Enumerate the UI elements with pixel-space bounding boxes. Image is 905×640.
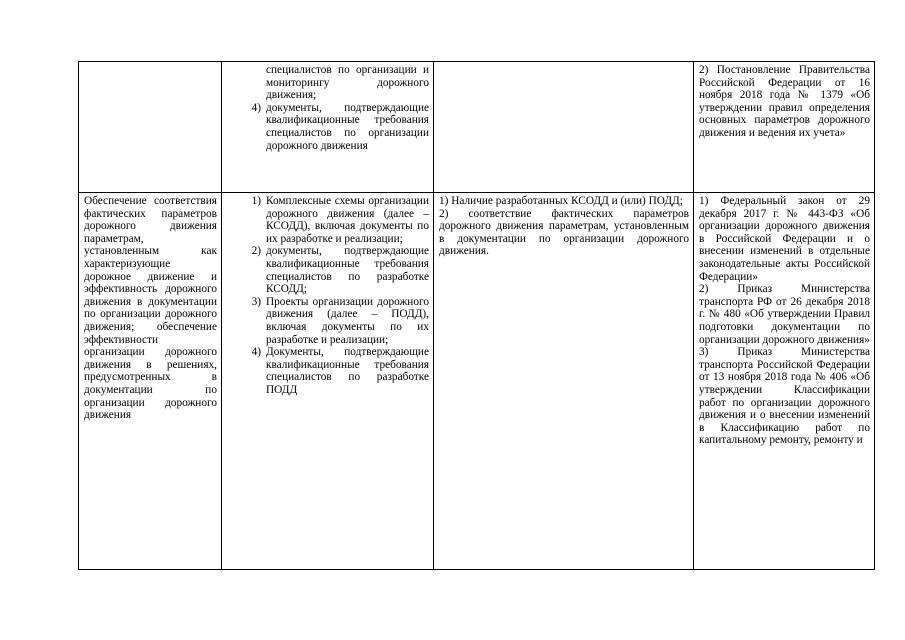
list-item-number: 4) bbox=[251, 346, 261, 359]
criteria-paragraph: 2) соответствие фактических параметров дорожного движения параметрам, установленным в документации по организации дорожного движения. bbox=[439, 207, 689, 258]
table-cell-legal-basis bbox=[694, 193, 875, 570]
list-item-text: документы, подтверждающие квалификационные требования специалистов по организации дорожного движения bbox=[266, 101, 429, 152]
table-cell-criteria bbox=[434, 193, 694, 570]
list-item bbox=[227, 346, 429, 396]
table-cell-objective bbox=[79, 62, 222, 193]
legal-reference: 1) Федеральный закон от 29 декабря 2017 г. № 443-ФЗ «Об организации дорожного движения в Российской Федерации и о внесении изменений в отдельные законодательные акты Российской Федерации» bbox=[699, 195, 870, 283]
list-item-number: 3) bbox=[251, 295, 261, 308]
document-list bbox=[227, 102, 429, 152]
table-cell-legal-basis bbox=[694, 62, 875, 193]
list-item-text: Проекты организации дорожного движения (далее – ПОДД), включая документы по их разработке и реализации; bbox=[266, 295, 429, 346]
legal-reference: 2) Приказ Министерства транспорта РФ от 26 декабря 2018 г. № 480 «Об утверждении Правил подготовки документации по организации дорожного движения» bbox=[699, 283, 870, 346]
list-item-continuation: специалистов по организации и мониторингу дорожного движения; bbox=[266, 64, 429, 102]
table-cell-documents bbox=[222, 193, 434, 570]
list-item bbox=[227, 195, 429, 245]
table-row bbox=[79, 62, 875, 193]
legal-reference: 2) Постановление Правительства Российской Федерации от 16 ноября 2018 года № 1379 «Об утверждении правил определения основных параметров дорожного движения и ведения их учета» bbox=[699, 64, 870, 139]
list-item-number: 2) bbox=[251, 245, 261, 258]
list-item bbox=[227, 102, 429, 152]
criteria-paragraph: 1) Наличие разработанных КСОДД и (или) ПОДД; bbox=[439, 195, 683, 207]
table-cell-documents bbox=[222, 62, 434, 193]
table-cell-objective bbox=[79, 193, 222, 570]
list-item-text: документы, подтверждающие квалификационные требования специалистов по разработке КСОДД; bbox=[266, 245, 429, 296]
list-item bbox=[227, 245, 429, 295]
list-item-number: 4) bbox=[251, 101, 261, 114]
regulation-table bbox=[78, 61, 875, 570]
document-list bbox=[227, 195, 429, 397]
table-row bbox=[79, 193, 875, 570]
table-cell-criteria bbox=[434, 62, 694, 193]
list-item-number: 1) bbox=[251, 195, 261, 207]
objective-text: Обеспечение соответствия фактических параметров дорожного движения параметрам, установленным как характеризующие дорожное движение и эффективность дорожного движения в документации по организации дорожного движения; обеспечение эффективности организации дорожного движения в решениях, предусмотренных в документации по организации дорожного движения bbox=[84, 195, 217, 422]
list-item bbox=[227, 296, 429, 346]
list-item-text: Комплексные схемы организации дорожного движения (далее – КСОДД), включая документы по их разработке и реализации; bbox=[266, 195, 429, 245]
list-item-text: Документы, подтверждающие квалификационные требования специалистов по разработке ПОДД bbox=[266, 346, 429, 396]
legal-reference: 3) Приказ Министерства транспорта Российской Федерации от 13 ноября 2018 года № 406 «Об утверждении Классификации работ по организации дорожного движения и о внесении изменений в Классификацию работ по капитальному ремонту, ремонту и bbox=[699, 346, 870, 447]
